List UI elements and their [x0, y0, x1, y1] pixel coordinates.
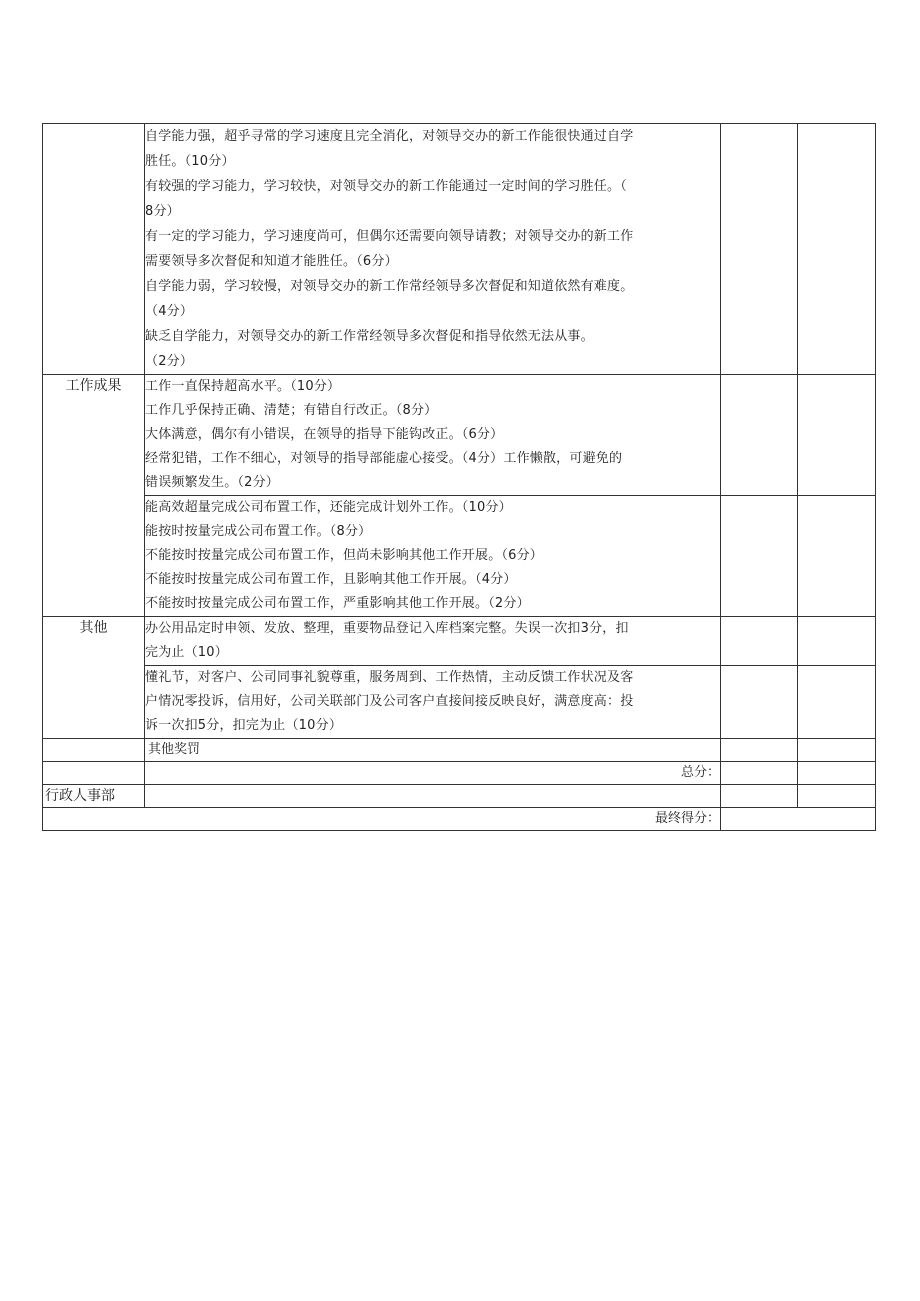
- criteria-line: 需要领导多次督促和知道才能胜任。（6分）: [145, 254, 398, 269]
- criteria-line: （4分）: [145, 304, 194, 319]
- other-category: 其他: [43, 617, 145, 739]
- self-score-cell[interactable]: [721, 124, 798, 375]
- dept-label: 行政人事部: [45, 788, 115, 804]
- criteria-line: 户情况零投诉，信用好，公司关联部门及公司客户直接间接反映良好，满意度高：投: [145, 694, 634, 709]
- dept-cell: [43, 785, 145, 808]
- criteria-line: 不能按时按量完成公司布置工作，且影响其他工作开展。（4分）: [145, 572, 517, 587]
- other-etiquette-row: [43, 666, 876, 739]
- other-supplies-criteria: [145, 617, 721, 666]
- manager-score-cell[interactable]: [798, 375, 876, 496]
- self-score-cell[interactable]: [721, 617, 798, 666]
- criteria-line: 不能按时按量完成公司布置工作，但尚未影响其他工作开展。（6分）: [145, 548, 543, 563]
- criteria-line: 诉一次扣5分，扣完为止（10分）: [145, 718, 343, 733]
- criteria-line: 错误频繁发生。（2分）: [145, 475, 279, 490]
- total-label: 总分：: [680, 765, 720, 780]
- manager-score-cell[interactable]: [798, 617, 876, 666]
- blank-cell: [43, 739, 145, 762]
- self-score-cell[interactable]: [721, 496, 798, 617]
- results-quantity-criteria: [145, 496, 721, 617]
- rewards-cell: [145, 739, 721, 762]
- evaluation-table: [42, 123, 876, 831]
- dept-score-cell[interactable]: [721, 785, 798, 808]
- criteria-line: 完为止（10）: [145, 645, 228, 660]
- results-quantity-row: [43, 496, 876, 617]
- criteria-line: 有一定的学习能力，学习速度尚可，但偶尔还需要向领导请教；对领导交办的新工作: [145, 229, 634, 244]
- final-row: [43, 808, 876, 831]
- manager-total-cell[interactable]: [798, 762, 876, 785]
- criteria-line: 经常犯错，工作不细心，对领导的指导部能虚心接受。（4分）工作懒散，可避免的: [145, 451, 623, 466]
- criteria-line: 有较强的学习能力，学习较快，对领导交办的新工作能通过一定时间的学习胜任。（: [145, 179, 627, 194]
- manager-score-cell[interactable]: [798, 739, 876, 762]
- dept-score-cell-2[interactable]: [798, 785, 876, 808]
- final-score-cell[interactable]: [721, 808, 876, 831]
- results-category: 工作成果: [43, 375, 145, 617]
- criteria-line: 工作一直保持超高水平。（10分）: [145, 379, 341, 394]
- manager-score-cell[interactable]: [798, 496, 876, 617]
- final-label-cell: [43, 808, 721, 831]
- manager-score-cell[interactable]: [798, 666, 876, 739]
- total-cell: [145, 762, 721, 785]
- learning-row: [43, 124, 876, 375]
- criteria-line: 胜任。（10分）: [145, 154, 235, 169]
- learning-criteria: [145, 124, 721, 375]
- criteria-line: （2分）: [145, 354, 194, 369]
- blank-cell: [43, 762, 145, 785]
- dept-row: [43, 785, 876, 808]
- learning-category: [43, 124, 145, 375]
- criteria-line: 能按时按量完成公司布置工作。（8分）: [145, 524, 372, 539]
- criteria-line: 自学能力弱，学习较慢，对领导交办的新工作常经领导多次督促和知道依然有难度。: [145, 279, 634, 294]
- results-quality-criteria: [145, 375, 721, 496]
- criteria-line: 懂礼节，对客户、公司同事礼貌尊重，服务周到、工作热情，主动反馈工作状况及客: [145, 670, 634, 685]
- criteria-line: 办公用品定时申领、发放、整理，重要物品登记入库档案完整。失误一次扣3分，扣: [145, 621, 629, 636]
- self-score-cell[interactable]: [721, 666, 798, 739]
- self-score-cell[interactable]: [721, 375, 798, 496]
- results-quality-row: [43, 375, 876, 496]
- rewards-label: 其他奖罚: [148, 742, 201, 757]
- self-score-cell[interactable]: [721, 739, 798, 762]
- other-etiquette-criteria: [145, 666, 721, 739]
- manager-score-cell[interactable]: [798, 124, 876, 375]
- total-row: [43, 762, 876, 785]
- criteria-line: 能高效超量完成公司布置工作，还能完成计划外工作。（10分）: [145, 500, 512, 515]
- criteria-line: 8分）: [145, 204, 180, 219]
- self-total-cell[interactable]: [721, 762, 798, 785]
- other-supplies-row: [43, 617, 876, 666]
- criteria-line: 大体满意，偶尔有小错误，在领导的指导下能钩改正。（6分）: [145, 427, 504, 442]
- rewards-row: [43, 739, 876, 762]
- final-label: 最终得分：: [654, 811, 720, 826]
- criteria-line: 不能按时按量完成公司布置工作，严重影响其他工作开展。（2分）: [145, 596, 530, 611]
- criteria-line: 工作几乎保持正确、清楚；有错自行改正。（8分）: [145, 403, 438, 418]
- criteria-line: 自学能力强，超乎寻常的学习速度且完全消化，对领导交办的新工作能很快通过自学: [145, 129, 634, 144]
- dept-comment-cell[interactable]: [145, 785, 721, 808]
- criteria-line: 缺乏自学能力，对领导交办的新工作常经领导多次督促和指导依然无法从事。: [145, 329, 594, 344]
